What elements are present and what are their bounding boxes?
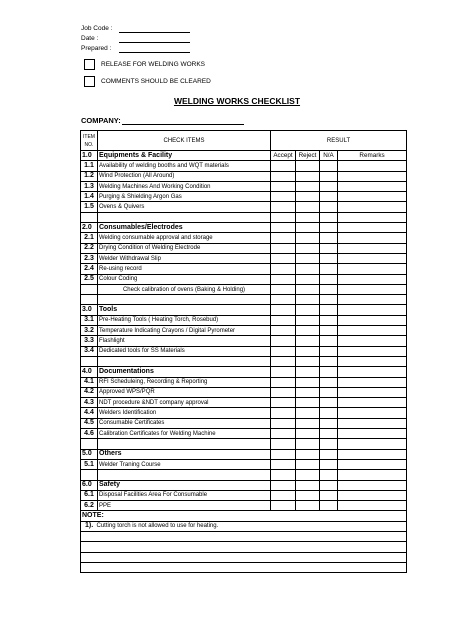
na-cell[interactable] [320, 346, 338, 356]
remarks-cell[interactable] [338, 459, 407, 469]
blank-row [81, 356, 407, 366]
reject-cell[interactable] [296, 346, 320, 356]
table-row [81, 377, 407, 387]
accept-cell[interactable] [271, 171, 296, 181]
accept-cell[interactable] [271, 356, 296, 366]
job-code-label: Job Code : [81, 25, 113, 32]
item-number: 1.2 [81, 171, 98, 181]
accept-cell[interactable] [271, 501, 296, 511]
accept-cell[interactable] [271, 253, 296, 263]
na-cell[interactable] [320, 501, 338, 511]
prepared-field[interactable] [119, 52, 190, 53]
remarks-cell[interactable] [338, 429, 407, 439]
na-cell[interactable] [320, 480, 338, 490]
table-row [81, 181, 407, 191]
table-row [81, 202, 407, 212]
reject-cell[interactable] [296, 377, 320, 387]
item-number: 3.1 [81, 315, 98, 325]
section-number: 5.0 [81, 449, 98, 459]
description-cell[interactable] [98, 295, 271, 305]
remarks-cell[interactable] [338, 171, 407, 181]
remarks-cell[interactable] [338, 212, 407, 222]
remarks-cell[interactable] [338, 490, 407, 500]
note-line[interactable] [81, 562, 407, 572]
date-field[interactable] [119, 42, 190, 43]
item-description: Dedicated tools for SS Materials [98, 346, 271, 356]
reject-cell[interactable] [296, 449, 320, 459]
item-description: Approved WPS/PQR [98, 387, 271, 397]
na-cell[interactable] [320, 459, 338, 469]
item-description: NDT procedure &NDT company approval [98, 398, 271, 408]
job-code-field[interactable] [119, 32, 190, 33]
item-number: 2.4 [81, 264, 98, 274]
table-row [81, 284, 407, 294]
reject-header: Reject [296, 151, 320, 161]
table-row [81, 233, 407, 243]
accept-cell[interactable] [271, 243, 296, 253]
item-description: Welding consumable approval and storage [98, 233, 271, 243]
na-cell[interactable] [320, 326, 338, 336]
item-number-cell[interactable] [81, 356, 98, 366]
remarks-cell[interactable] [338, 449, 407, 459]
table-row [81, 243, 407, 253]
date-label: Date : [81, 35, 99, 42]
table-row [81, 171, 407, 181]
na-cell[interactable] [320, 490, 338, 500]
note-blank-row [81, 542, 407, 552]
blank-row [81, 470, 407, 480]
accept-cell[interactable] [271, 387, 296, 397]
reject-cell[interactable] [296, 212, 320, 222]
reject-cell[interactable] [296, 408, 320, 418]
reject-cell[interactable] [296, 501, 320, 511]
blank-row [81, 212, 407, 222]
na-cell[interactable] [320, 284, 338, 294]
remarks-cell[interactable] [338, 346, 407, 356]
item-description: Availability of welding booths and WQT materials [98, 161, 271, 171]
blank-row [81, 439, 407, 449]
reject-cell[interactable] [296, 387, 320, 397]
item-number: 3.3 [81, 336, 98, 346]
section-title: Documentations [98, 367, 271, 377]
item-number: 1.4 [81, 192, 98, 202]
accept-cell[interactable] [271, 470, 296, 480]
na-cell[interactable] [320, 305, 338, 315]
item-description: Re-using record [98, 264, 271, 274]
section-row [81, 223, 407, 233]
item-no-header: ITEM NO. [81, 131, 98, 151]
na-cell[interactable] [320, 377, 338, 387]
reject-cell[interactable] [296, 171, 320, 181]
note-row [81, 521, 407, 531]
accept-cell[interactable] [271, 336, 296, 346]
remarks-cell[interactable] [338, 284, 407, 294]
remarks-cell[interactable] [338, 367, 407, 377]
remarks-cell[interactable] [338, 418, 407, 428]
remarks-cell[interactable] [338, 305, 407, 315]
section-title: Others [98, 449, 271, 459]
company-label: COMPANY: [81, 116, 121, 125]
item-number: 4.6 [81, 429, 98, 439]
note-blank-row [81, 531, 407, 541]
item-description: Flashlight [98, 336, 271, 346]
na-cell[interactable] [320, 429, 338, 439]
accept-cell[interactable] [271, 284, 296, 294]
item-description: Ovens & Quivers [98, 202, 271, 212]
section-title: Tools [98, 305, 271, 315]
table-row [81, 346, 407, 356]
na-cell[interactable] [320, 274, 338, 284]
item-number: 1.3 [81, 181, 98, 191]
remarks-cell[interactable] [338, 223, 407, 233]
table-row [81, 336, 407, 346]
table-row [81, 398, 407, 408]
accept-cell[interactable] [271, 418, 296, 428]
na-cell[interactable] [320, 192, 338, 202]
item-description: Temperature Indicating Crayons / Digital Pyrometer [98, 326, 271, 336]
table-row [81, 408, 407, 418]
remarks-cell[interactable] [338, 233, 407, 243]
note-line[interactable] [81, 552, 407, 562]
na-cell[interactable] [320, 295, 338, 305]
remarks-cell[interactable] [338, 274, 407, 284]
item-description: Colour Coding [98, 274, 271, 284]
accept-cell[interactable] [271, 459, 296, 469]
remarks-cell[interactable] [338, 470, 407, 480]
remarks-cell[interactable] [338, 253, 407, 263]
item-number-cell[interactable] [81, 439, 98, 449]
accept-cell[interactable] [271, 377, 296, 387]
remarks-cell[interactable] [338, 192, 407, 202]
reject-cell[interactable] [296, 367, 320, 377]
table-row [81, 274, 407, 284]
na-cell[interactable] [320, 202, 338, 212]
prepared-label: Prepared : [81, 45, 112, 52]
item-number: 1.5 [81, 202, 98, 212]
section-number: 3.0 [81, 305, 98, 315]
item-description: Welders Identification [98, 408, 271, 418]
remarks-cell[interactable] [338, 326, 407, 336]
item-number: 1.1 [81, 161, 98, 171]
na-cell[interactable] [320, 418, 338, 428]
na-cell[interactable] [320, 336, 338, 346]
description-cell[interactable] [98, 470, 271, 480]
remarks-cell[interactable] [338, 202, 407, 212]
table-row [81, 459, 407, 469]
reject-cell[interactable] [296, 429, 320, 439]
table-row [81, 490, 407, 500]
accept-cell[interactable] [271, 274, 296, 284]
item-number: 4.4 [81, 408, 98, 418]
accept-cell[interactable] [271, 490, 296, 500]
reject-cell[interactable] [296, 305, 320, 315]
na-cell[interactable] [320, 449, 338, 459]
item-number: 4.3 [81, 398, 98, 408]
note-line[interactable] [81, 531, 407, 541]
note-number: 1). [85, 522, 94, 530]
item-number: 6.2 [81, 501, 98, 511]
remarks-cell[interactable] [338, 181, 407, 191]
na-cell[interactable] [320, 243, 338, 253]
reject-cell[interactable] [296, 490, 320, 500]
reject-cell[interactable] [296, 284, 320, 294]
accept-cell[interactable] [271, 192, 296, 202]
section-title: Equipments & Facility [98, 151, 271, 161]
accept-header: Accept [271, 151, 296, 161]
na-cell[interactable] [320, 439, 338, 449]
item-number [81, 284, 98, 294]
na-header: N/A [320, 151, 338, 161]
na-cell[interactable] [320, 315, 338, 325]
item-description: RFI Scheduleing, Recording & Reporting [98, 377, 271, 387]
reject-cell[interactable] [296, 243, 320, 253]
table-row [81, 192, 407, 202]
na-cell[interactable] [320, 233, 338, 243]
item-number: 3.4 [81, 346, 98, 356]
item-description: Consumable Certificates [98, 418, 271, 428]
reject-cell[interactable] [296, 398, 320, 408]
na-cell[interactable] [320, 408, 338, 418]
table-row [81, 387, 407, 397]
reject-cell[interactable] [296, 233, 320, 243]
item-number: 2.2 [81, 243, 98, 253]
section-row [81, 480, 407, 490]
item-number-cell[interactable] [81, 295, 98, 305]
reject-cell[interactable] [296, 326, 320, 336]
note-blank-row [81, 552, 407, 562]
item-number: 2.1 [81, 233, 98, 243]
reject-cell[interactable] [296, 480, 320, 490]
reject-cell[interactable] [296, 223, 320, 233]
na-cell[interactable] [320, 398, 338, 408]
reject-cell[interactable] [296, 356, 320, 366]
na-cell[interactable] [320, 470, 338, 480]
remarks-cell[interactable] [338, 295, 407, 305]
remarks-cell[interactable] [338, 408, 407, 418]
item-number-cell[interactable] [81, 212, 98, 222]
accept-cell[interactable] [271, 398, 296, 408]
section-title: Safety [98, 480, 271, 490]
item-description: Calibration Certificates for Welding Machine [98, 429, 271, 439]
item-description: Welding Machines And Working Condition [98, 181, 271, 191]
accept-cell[interactable] [271, 449, 296, 459]
na-cell[interactable] [320, 264, 338, 274]
na-cell[interactable] [320, 367, 338, 377]
item-number: 4.1 [81, 377, 98, 387]
accept-cell[interactable] [271, 408, 296, 418]
section-title: Consumables/Electrodes [98, 223, 271, 233]
reject-cell[interactable] [296, 336, 320, 346]
item-number: 4.2 [81, 387, 98, 397]
section-number: 4.0 [81, 367, 98, 377]
note-item [81, 521, 407, 531]
release-checkbox[interactable] [84, 59, 95, 70]
reject-cell[interactable] [296, 470, 320, 480]
section-row [81, 367, 407, 377]
na-cell[interactable] [320, 212, 338, 222]
document-title-text: WELDING WORKS CHECKLIST [173, 96, 301, 106]
table-row [81, 429, 407, 439]
accept-cell[interactable] [271, 305, 296, 315]
na-cell[interactable] [320, 356, 338, 366]
remarks-cell[interactable] [338, 315, 407, 325]
reject-cell[interactable] [296, 274, 320, 284]
remarks-cell[interactable] [338, 243, 407, 253]
note-header-row [81, 511, 407, 521]
table-row [81, 264, 407, 274]
note-blank-row [81, 562, 407, 572]
item-number-cell[interactable] [81, 470, 98, 480]
reject-cell[interactable] [296, 439, 320, 449]
item-description: Welder Withdrawal Slip [98, 253, 271, 263]
table-row [81, 501, 407, 511]
item-number: 4.5 [81, 418, 98, 428]
accept-cell[interactable] [271, 429, 296, 439]
section-number: 6.0 [81, 480, 98, 490]
na-cell[interactable] [320, 387, 338, 397]
item-description: Pre-Heating Tools ( Heating Torch, Rosebud) [98, 315, 271, 325]
reject-cell[interactable] [296, 418, 320, 428]
check-items-header: CHECK ITEMS [98, 131, 271, 151]
reject-cell[interactable] [296, 192, 320, 202]
item-description: PPE [98, 501, 271, 511]
accept-cell[interactable] [271, 480, 296, 490]
note-text: Cutting torch is not allowed to use for heating. [96, 523, 219, 530]
result-header: RESULT [271, 131, 407, 151]
na-cell[interactable] [320, 223, 338, 233]
section-number: 2.0 [81, 223, 98, 233]
remarks-cell[interactable] [338, 480, 407, 490]
accept-cell[interactable] [271, 264, 296, 274]
section-row [81, 151, 407, 161]
item-number: 6.1 [81, 490, 98, 500]
accept-cell[interactable] [271, 315, 296, 325]
company-field[interactable] [122, 124, 244, 125]
comments-checkbox[interactable] [84, 76, 95, 87]
item-description: Disposal Facilities Area For Consumable [98, 490, 271, 500]
remarks-cell[interactable] [338, 398, 407, 408]
blank-row [81, 295, 407, 305]
table-row [81, 253, 407, 263]
remarks-cell[interactable] [338, 264, 407, 274]
item-description: Drying Condition of Welding Electrode [98, 243, 271, 253]
reject-cell[interactable] [296, 181, 320, 191]
item-number: 2.3 [81, 253, 98, 263]
item-number: 5.1 [81, 459, 98, 469]
accept-cell[interactable] [271, 161, 296, 171]
reject-cell[interactable] [296, 202, 320, 212]
na-cell[interactable] [320, 161, 338, 171]
accept-cell[interactable] [271, 439, 296, 449]
reject-cell[interactable] [296, 459, 320, 469]
table-row [81, 326, 407, 336]
table-row [81, 161, 407, 171]
accept-cell[interactable] [271, 233, 296, 243]
item-description: Wind Protection (All Around) [98, 171, 271, 181]
remarks-cell[interactable] [338, 356, 407, 366]
remarks-cell[interactable] [338, 161, 407, 171]
na-cell[interactable] [320, 181, 338, 191]
reject-cell[interactable] [296, 253, 320, 263]
accept-cell[interactable] [271, 181, 296, 191]
item-description: Welder Traning Course [98, 459, 271, 469]
accept-cell[interactable] [271, 326, 296, 336]
na-cell[interactable] [320, 253, 338, 263]
remarks-cell[interactable] [338, 336, 407, 346]
checklist-table [80, 130, 407, 573]
section-row [81, 305, 407, 315]
document-title [0, 96, 474, 106]
accept-cell[interactable] [271, 202, 296, 212]
reject-cell[interactable] [296, 315, 320, 325]
item-number: 2.5 [81, 274, 98, 284]
description-cell[interactable] [98, 439, 271, 449]
section-number: 1.0 [81, 151, 98, 161]
remarks-cell[interactable] [338, 377, 407, 387]
remarks-cell[interactable] [338, 387, 407, 397]
release-checkbox-label: RELEASE FOR WELDING WORKS [101, 61, 206, 68]
reject-cell[interactable] [296, 161, 320, 171]
accept-cell[interactable] [271, 295, 296, 305]
reject-cell[interactable] [296, 295, 320, 305]
section-row [81, 449, 407, 459]
comments-checkbox-label: COMMENTS SHOULD BE CLEARED [101, 78, 211, 85]
na-cell[interactable] [320, 171, 338, 181]
remarks-cell[interactable] [338, 501, 407, 511]
item-number: 3.2 [81, 326, 98, 336]
accept-cell[interactable] [271, 346, 296, 356]
note-label: NOTE: [81, 511, 407, 521]
checklist-body [81, 151, 407, 573]
item-description: Purging & Shielding Argon Gas [98, 192, 271, 202]
description-cell[interactable] [98, 356, 271, 366]
item-description: Check calibration of ovens (Baking & Holding) [98, 284, 271, 294]
accept-cell[interactable] [271, 212, 296, 222]
accept-cell[interactable] [271, 367, 296, 377]
note-line[interactable] [81, 542, 407, 552]
reject-cell[interactable] [296, 264, 320, 274]
table-row [81, 418, 407, 428]
accept-cell[interactable] [271, 223, 296, 233]
description-cell[interactable] [98, 212, 271, 222]
remarks-cell[interactable] [338, 439, 407, 449]
remarks-header: Remarks [338, 151, 407, 161]
table-row [81, 315, 407, 325]
